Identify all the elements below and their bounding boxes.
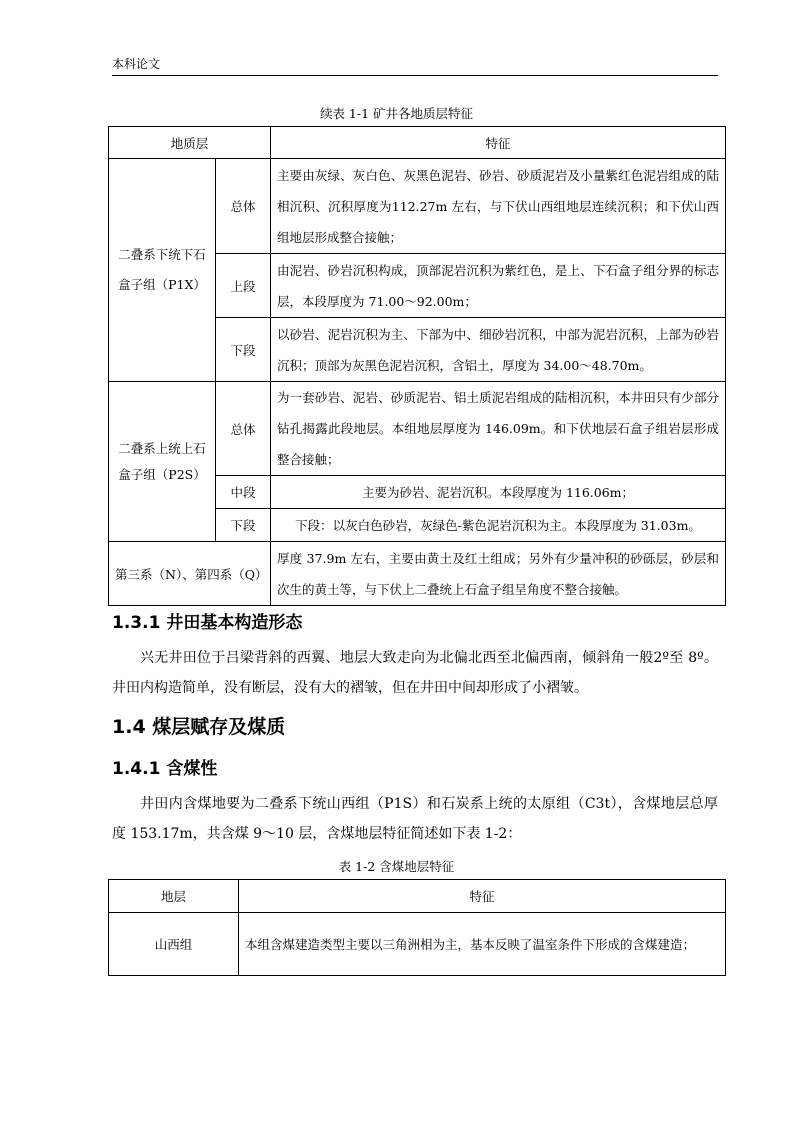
feature-cell: 厚度 37.9m 左右，主要由黄土及红土组成；另外有少量冲积的砂砾层，砂层和次生的黄土等，与下伏上二叠统上石盒子组呈角度不整合接触。 [271, 542, 726, 606]
feature-cell: 主要由灰绿、灰白色、灰黑色泥岩、砂岩、砂质泥岩及小量紫红色泥岩组成的陆相沉积、沉积厚度为112.27m 左右，与下伏山西组地层连续沉积；和下伏山西组地层形成整合接触； [271, 159, 726, 254]
section-1-4-heading: 1.4 煤层赋存及煤质 [112, 716, 286, 738]
table-1-1 [108, 126, 726, 606]
section-1-3-1-paragraph: 兴无井田位于吕梁背斜的西翼、地层大致走向为北偏北西至北偏西南，倾斜角一般2º至 8º。井田内构造简单，没有断层，没有大的褶皱，但在井田中间却形成了小褶皱。 [112, 650, 718, 696]
table-row [109, 542, 726, 606]
feature-cell: 下段：以灰白色砂岩，灰绿色-紫色泥岩沉积为主。本段厚度为 31.03m。 [271, 509, 726, 542]
table-row [109, 913, 726, 976]
table-header-row [109, 880, 726, 913]
group-name-p2s: 二叠系上统上石盒子组（P2S） [109, 382, 216, 542]
section-1-4-1-paragraph: 井田内含煤地要为二叠系下统山西组（P1S）和石炭系上统的太原组（C3t），含煤地层总厚度 153.17m，共含煤 9～10 层，含煤地层特征简述如下表 1-2： [112, 796, 718, 842]
feature-cell: 本组含煤建造类型主要以三角洲相为主，基本反映了温室条件下形成的含煤建造； [239, 913, 726, 976]
table-row [109, 382, 726, 476]
part-cell: 下段 [216, 509, 271, 542]
part-cell: 上段 [216, 254, 271, 318]
table-1-2-caption: 表 1-2 含煤地层特征 [338, 859, 455, 874]
feature-cell: 以砂岩、泥岩沉积为主、下部为中、细砂岩沉积，中部为泥岩沉积，上部为砂岩沉积；顶部为灰黑色泥岩沉积，含铝土，厚度为 34.00～48.70m。 [271, 318, 726, 382]
group-name-nq: 第三系（N）、第四系（Q） [109, 542, 271, 606]
page-header: 本科论文 [112, 55, 718, 76]
header-cell-feature: 特征 [239, 880, 726, 913]
table-1-2 [108, 879, 726, 976]
header-cell-layer: 地层 [109, 880, 239, 913]
table-header-row [109, 127, 726, 159]
table-1-1-caption: 续表 1-1 矿井各地质层特征 [319, 106, 474, 121]
section-1-3-1-heading: 1.3.1 井田基本构造形态 [112, 613, 303, 633]
layer-name-cell: 山西组 [109, 913, 239, 976]
table-row [109, 159, 726, 254]
feature-cell: 主要为砂岩、泥岩沉积。本段厚度为 116.06m； [271, 476, 726, 509]
feature-cell: 由泥岩、砂岩沉积构成，顶部泥岩沉积为紫红色，是上、下石盒子组分界的标志层，本段厚度为 71.00～92.00m； [271, 254, 726, 318]
header-cell-feature: 特征 [271, 127, 726, 159]
feature-cell: 为一套砂岩、泥岩、砂质泥岩、铝土质泥岩组成的陆相沉积，本井田只有少部分钻孔揭露此段地层。本组地层厚度为 146.09m。和下伏地层石盒子组岩层形成整合接触； [271, 382, 726, 476]
group-name-p1x: 二叠系下统下石盒子组（P1X） [109, 159, 216, 382]
header-cell-layer: 地质层 [109, 127, 271, 159]
part-cell: 中段 [216, 476, 271, 509]
section-1-4-1-heading: 1.4.1 含煤性 [112, 759, 218, 779]
part-cell: 下段 [216, 318, 271, 382]
part-cell: 总体 [216, 382, 271, 476]
part-cell: 总体 [216, 159, 271, 254]
